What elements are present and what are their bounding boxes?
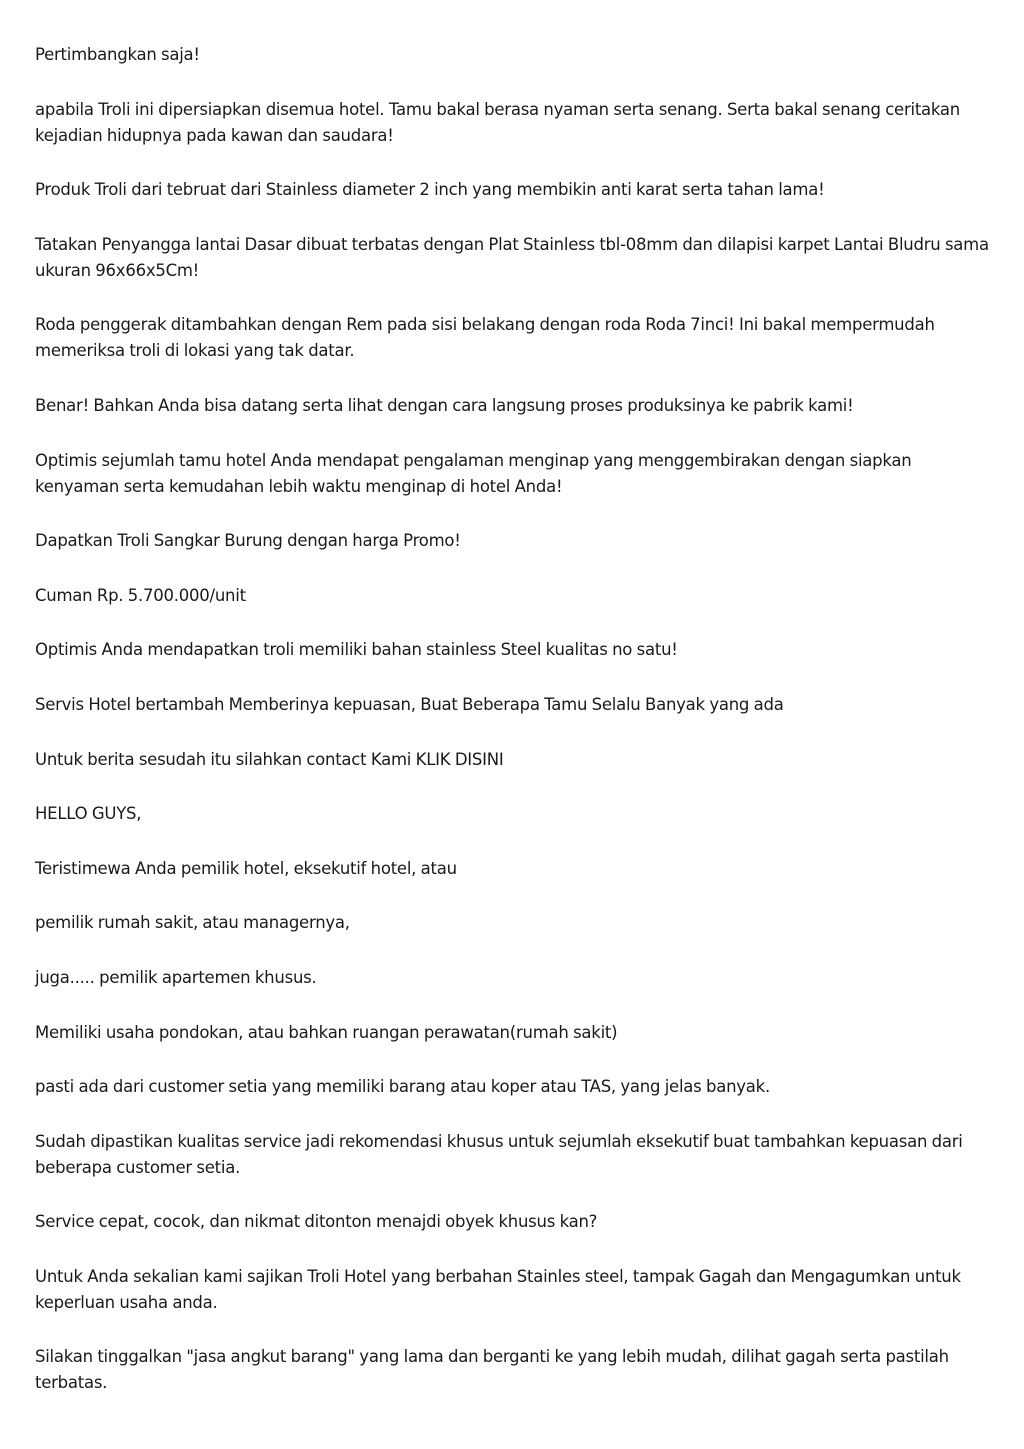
- paragraph: Benar! Bahkan Anda bisa datang serta lihat dengan cara langsung proses produksinya ke pabrik kami!: [35, 395, 854, 415]
- document-body: [35, 42, 990, 1425]
- paragraph: Untuk Anda sekalian kami sajikan Troli Hotel yang berbahan Stainles steel, tampak Gagah dan Mengagumkan untuk keperluan usaha anda.: [35, 1266, 961, 1312]
- paragraph: Silakan tinggalkan "jasa angkut barang" yang lama dan berganti ke yang lebih mudah, dilihat gagah serta pastilah terbatas.: [35, 1347, 949, 1393]
- paragraph: Servis Hotel bertambah Memberinya kepuasan, Buat Beberapa Tamu Selalu Banyak yang ada: [35, 694, 784, 714]
- paragraph: apabila Troli ini dipersiapkan disemua hotel. Tamu bakal berasa nyaman serta senang. Serta bakal senang ceritakan kejadian hidupnya pada kawan dan saudara!: [35, 99, 960, 145]
- paragraph: Service cepat, cocok, dan nikmat ditonton menajdi obyek khusus kan?: [35, 1212, 598, 1232]
- paragraph: Optimis Anda mendapatkan troli memiliki bahan stainless Steel kualitas no satu!: [35, 640, 678, 660]
- paragraph: Optimis sejumlah tamu hotel Anda mendapat pengalaman menginap yang menggembirakan dengan siapkan kenyaman serta kemudahan lebih waktu menginap di hotel Anda!: [35, 450, 912, 496]
- paragraph: juga..... pemilik apartemen khusus.: [35, 967, 317, 987]
- paragraph: Dapatkan Troli Sangkar Burung dengan harga Promo!: [35, 531, 461, 551]
- price-paragraph: Cuman Rp. 5.700.000/unit: [35, 585, 246, 605]
- paragraph: Teristimewa Anda pemilik hotel, eksekutif hotel, atau: [35, 858, 457, 878]
- paragraph: Memiliki usaha pondokan, atau bahkan ruangan perawatan(rumah sakit): [35, 1022, 618, 1042]
- paragraph: Pertimbangkan saja!: [35, 45, 200, 64]
- paragraph: pemilik rumah sakit, atau managernya,: [35, 913, 350, 933]
- contact-paragraph: Untuk berita sesudah itu silahkan contact Kami KLIK DISINI: [35, 749, 504, 769]
- paragraph: Sudah dipastikan kualitas service jadi rekomendasi khusus untuk sejumlah eksekutif buat tambahkan kepuasan dari beberapa customer setia.: [35, 1131, 963, 1177]
- greeting-paragraph: HELLO GUYS,: [35, 804, 142, 824]
- paragraph: Roda penggerak ditambahkan dengan Rem pada sisi belakang dengan roda Roda 7inci! Ini bakal mempermudah memeriksa troli di lokasi yang tak datar.: [35, 315, 935, 361]
- paragraph: Produk Troli dari tebruat dari Stainless diameter 2 inch yang membikin anti karat serta tahan lama!: [35, 180, 825, 200]
- paragraph: Tatakan Penyangga lantai Dasar dibuat terbatas dengan Plat Stainless tbl-08mm dan dilapisi karpet Lantai Bludru sama ukuran 96x66x5Cm!: [35, 234, 989, 280]
- paragraph: pasti ada dari customer setia yang memiliki barang atau koper atau TAS, yang jelas banyak.: [35, 1077, 770, 1097]
